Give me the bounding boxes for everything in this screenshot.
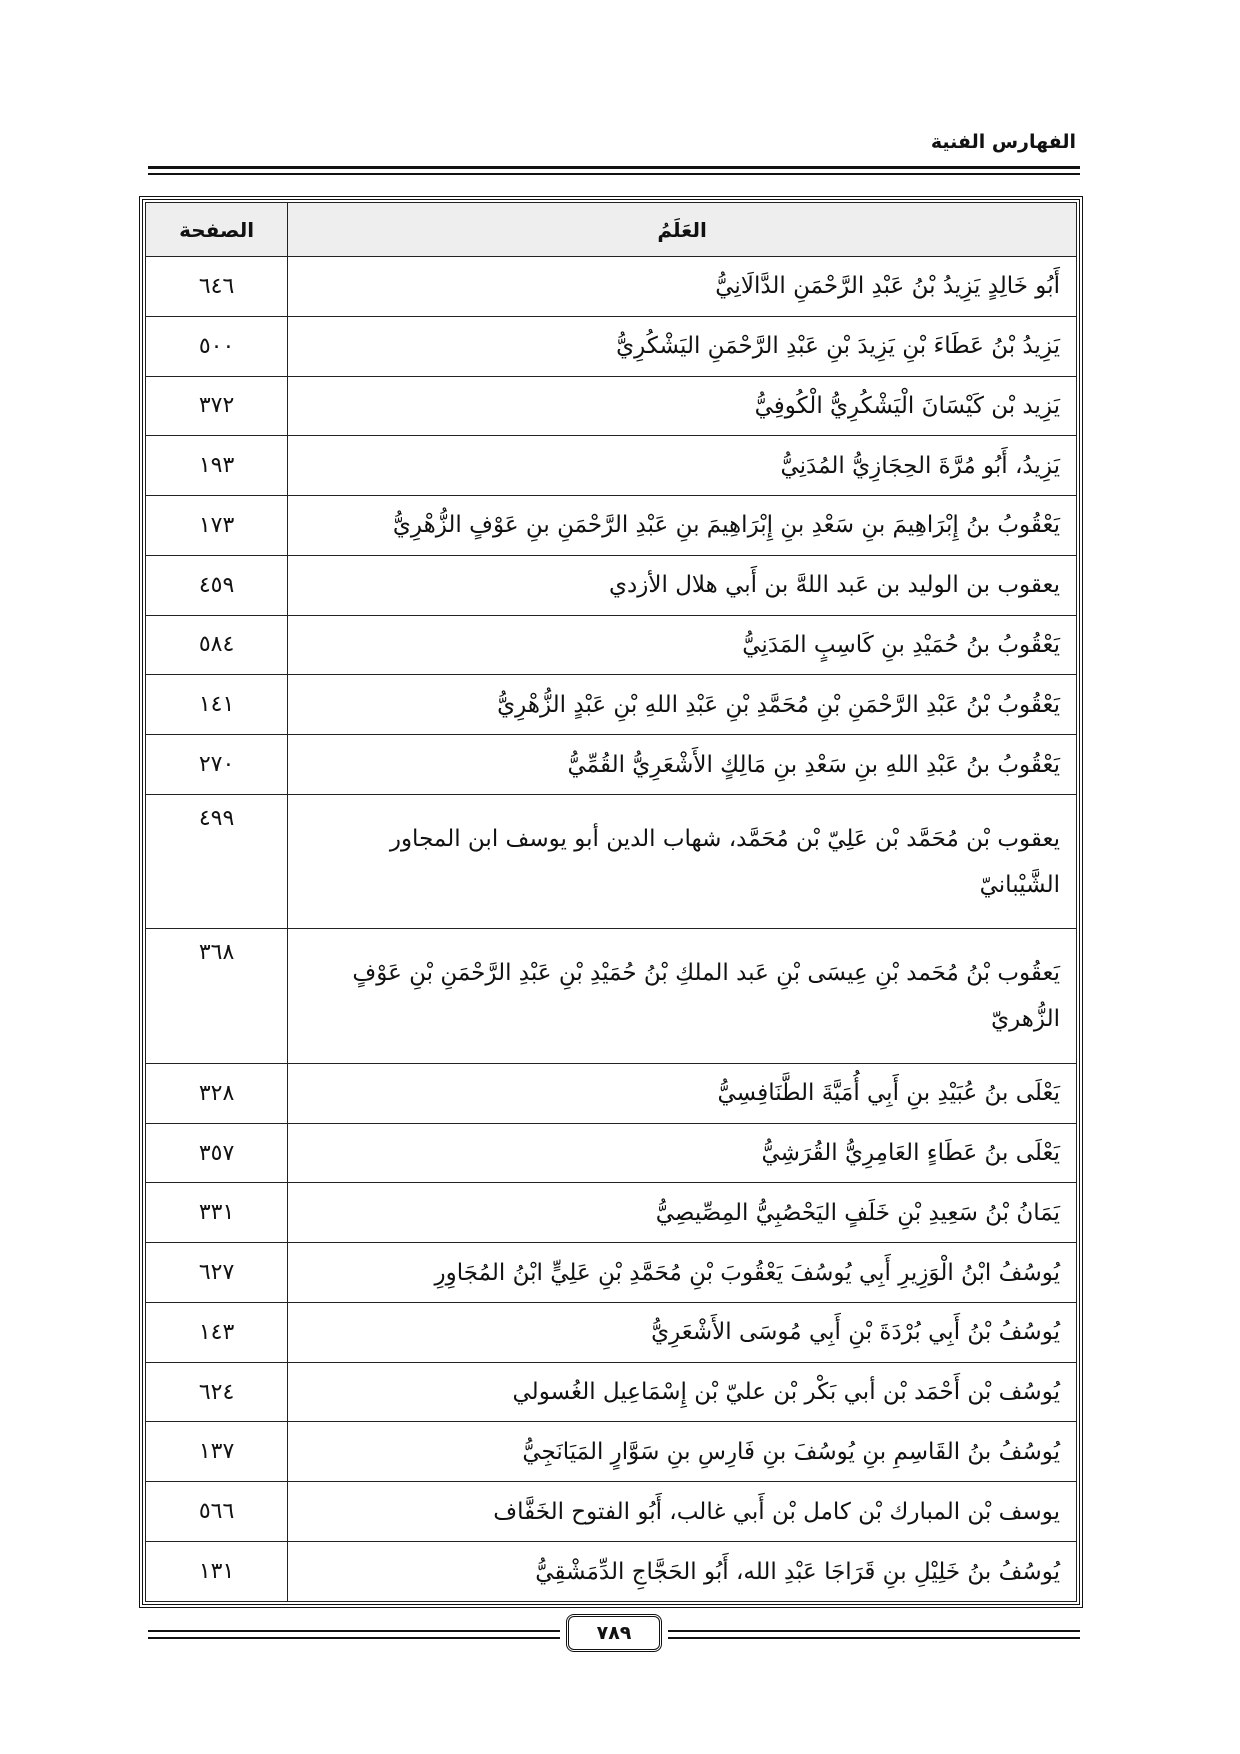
entry-name: يوسف بْن المبارك بْن كامل بْن أَبي غالب، أَبُو الفتوح الخَفَّاف — [288, 1482, 1077, 1542]
column-header-page: الصفحة — [146, 203, 288, 257]
page-number: ٧٨٩ — [566, 1614, 662, 1652]
entry-name: يُوسُفُ ابْنُ الْوَزِيرِ أَبِي يُوسُفَ يَعْقُوبَ بْنِ مُحَمَّدِ بْنِ عَلِيٍّ ابْنُ المُجَاوِرِ — [288, 1243, 1077, 1303]
entry-name: يَعقُوب بْنُ مُحَمد بْنِ عِيسَى بْنِ عَبد الملكِ بْنُ حُمَيْدِ بْنِ عَبْدِ الرَّحْمَنِ بْنِ عَوْفٍ الزُّهريّ — [288, 929, 1077, 1064]
entry-page-number: ٥٨٤ — [146, 615, 288, 675]
header-rule — [148, 173, 1080, 175]
table-row — [146, 675, 1077, 735]
table-row — [146, 1063, 1077, 1123]
table-row — [146, 1302, 1077, 1362]
entry-page-number: ٣٧٢ — [146, 376, 288, 436]
table-row — [146, 316, 1077, 376]
table-row — [146, 1123, 1077, 1183]
entry-page-number: ١٤٣ — [146, 1302, 288, 1362]
footer-rule — [148, 1630, 560, 1632]
table-row — [146, 376, 1077, 436]
entry-page-number: ٤٥٩ — [146, 555, 288, 615]
index-table-frame — [139, 196, 1083, 1608]
entry-page-number: ٣٢٨ — [146, 1063, 288, 1123]
table-row — [146, 436, 1077, 496]
entry-page-number: ٦٢٤ — [146, 1362, 288, 1422]
entry-name: يَعْقُوبُ بنُ عَبْدِ اللهِ بنِ سَعْدِ بنِ مَالِكٍ الأَشْعَرِيُّ القُمِّيُّ — [288, 735, 1077, 795]
footer-rule — [148, 1637, 560, 1639]
entry-page-number: ٥٦٦ — [146, 1482, 288, 1542]
table-row — [146, 1422, 1077, 1482]
entry-page-number: ٣٣١ — [146, 1183, 288, 1243]
names-index-table — [145, 202, 1077, 1602]
footer-rule — [668, 1630, 1080, 1632]
entry-page-number: ١٧٣ — [146, 496, 288, 556]
entry-page-number: ٤٩٩ — [146, 794, 288, 929]
entry-name: يَعْقُوبُ بْنُ عَبْدِ الرَّحْمَنِ بْنِ مُحَمَّدِ بْنِ عَبْدِ اللهِ بْنِ عَبْدٍ الزُّهْرِيُّ — [288, 675, 1077, 735]
entry-name: يُوسُف بْن أَحْمَد بْن أبي بَكْر بْن عليّ بْن إِسْمَاعِيل الغُسولي — [288, 1362, 1077, 1422]
entry-name: يَزِيدُ، أَبُو مُرَّةَ الحِجَازِيُّ المُدَنِيُّ — [288, 436, 1077, 496]
entry-name: يَمَانُ بْنُ سَعِيدِ بْنِ خَلَفٍ اليَحْصُبِيُّ المِصِّيصِيُّ — [288, 1183, 1077, 1243]
entry-name: يَزِيد بْن كَيْسَانَ الْيَشْكُرِيُّ الْكُوفِيُّ — [288, 376, 1077, 436]
entry-name: يُوسُفُ بنُ القَاسِمِ بنِ يُوسُفَ بنِ فَارِسِ بنِ سَوَّارٍ المَيَانَجِيُّ — [288, 1422, 1077, 1482]
table-row — [146, 794, 1077, 929]
entry-name: يُوسُفُ بْنُ أَبِي بُرْدَةَ بْنِ أَبِي مُوسَى الأَشْعَرِيُّ — [288, 1302, 1077, 1362]
entry-name: يعقوب بْن مُحَمَّد بْن عَلِيّ بْن مُحَمَّد، شهاب الدين أبو يوسف ابن المجاور الشَّيْبانيّ — [288, 794, 1077, 929]
header-rule — [148, 166, 1080, 169]
entry-page-number: ٢٧٠ — [146, 735, 288, 795]
entry-page-number: ١٤١ — [146, 675, 288, 735]
table-row — [146, 1362, 1077, 1422]
entry-page-number: ٦٢٧ — [146, 1243, 288, 1303]
table-row — [146, 257, 1077, 317]
table-row — [146, 555, 1077, 615]
column-header-name: العَلَمُ — [288, 203, 1077, 257]
table-row — [146, 1183, 1077, 1243]
table-row — [146, 735, 1077, 795]
table-row — [146, 1243, 1077, 1303]
entry-name: يَعْقُوبُ بنُ حُمَيْدِ بنِ كَاسِبٍ المَدَنِيُّ — [288, 615, 1077, 675]
entry-name: يَعْلَى بنُ عَطَاءٍ العَامِرِيُّ القُرَشِيُّ — [288, 1123, 1077, 1183]
table-row — [146, 1482, 1077, 1542]
table-row — [146, 615, 1077, 675]
table-row — [146, 1542, 1077, 1602]
entry-name: يعقوب بن الوليد بن عَبد اللهَّ بن أَبي هلال الأزدي — [288, 555, 1077, 615]
entry-name: يَعْلَى بنُ عُبَيْدِ بنِ أَبِي أُمَيَّةَ الطَّنَافِسِيُّ — [288, 1063, 1077, 1123]
table-header-row — [146, 203, 1077, 257]
entry-page-number: ١٣١ — [146, 1542, 288, 1602]
entry-page-number: ٦٤٦ — [146, 257, 288, 317]
entry-name: أَبُو خَالِدٍ يَزِيدُ بْنُ عَبْدِ الرَّحْمَنِ الدَّالَانِيُّ — [288, 257, 1077, 317]
entry-page-number: ٣٥٧ — [146, 1123, 288, 1183]
entry-page-number: ١٩٣ — [146, 436, 288, 496]
entry-page-number: ١٣٧ — [146, 1422, 288, 1482]
table-body — [146, 257, 1077, 1602]
footer-rule — [668, 1637, 1080, 1639]
table-row — [146, 929, 1077, 1064]
table-row — [146, 496, 1077, 556]
running-head: الفهارس الفنية — [930, 131, 1076, 153]
entry-name: يَعْقُوبُ بنُ إِبْرَاهِيمَ بنِ سَعْدِ بنِ إِبْرَاهِيمَ بنِ عَبْدِ الرَّحْمَنِ بنِ عَوْفٍ الزُّهْرِيُّ — [288, 496, 1077, 556]
entry-page-number: ٥٠٠ — [146, 316, 288, 376]
entry-name: يُوسُفُ بنُ خَلِيْلِ بنِ قَرَاجَا عَبْدِ الله، أَبُو الحَجَّاجِ الدِّمَشْقِيُّ — [288, 1542, 1077, 1602]
entry-page-number: ٣٦٨ — [146, 929, 288, 1064]
entry-name: يَزِيدُ بْنُ عَطَاءَ بْنِ يَزِيدَ بْنِ عَبْدِ الرَّحْمَنِ اليَشْكُرِيُّ — [288, 316, 1077, 376]
